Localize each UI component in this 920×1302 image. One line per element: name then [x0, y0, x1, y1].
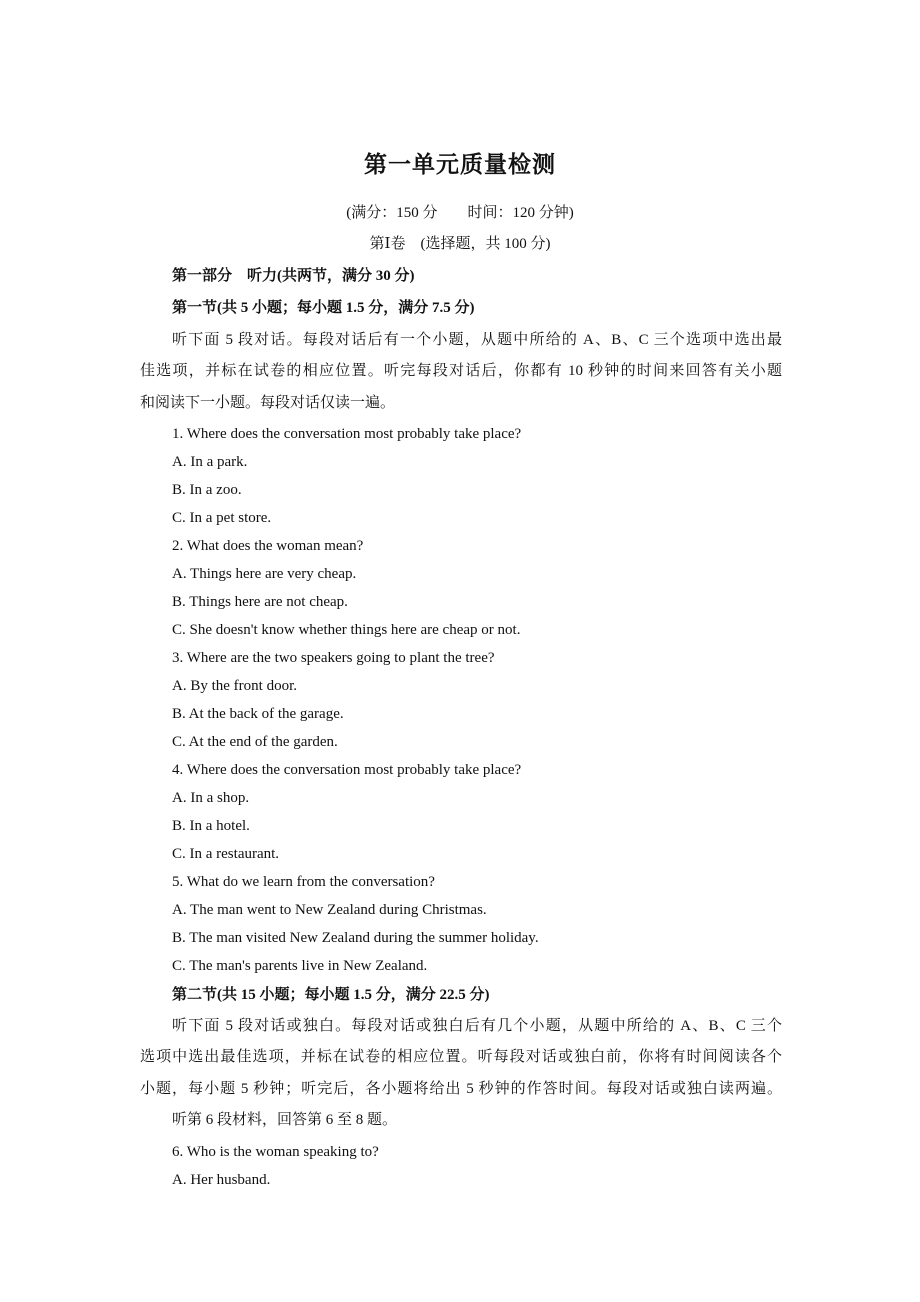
answer-option: B. The man visited New Zealand during the summer holiday.	[172, 930, 539, 946]
section2-instructions-line: 听下面 5 段对话或独白。每段对话或独白后有几个小题，从题中所给的 A、B、C 三个	[172, 1018, 782, 1034]
answer-option: A. By the front door.	[172, 678, 297, 694]
page-title: 第一单元质量检测	[364, 152, 556, 178]
question-stem: 6. Who is the woman speaking to?	[172, 1144, 379, 1160]
answer-option: B. Things here are not cheap.	[172, 594, 348, 610]
section1-heading: 第一节(共 5 小题；每小题 1.5 分，满分 7.5 分)	[172, 300, 475, 316]
question-stem: 5. What do we learn from the conversation?	[172, 874, 435, 890]
answer-option: A. Her husband.	[172, 1172, 271, 1188]
answer-option: C. In a restaurant.	[172, 846, 280, 862]
section2-instructions-line: 选项中选出最佳选项，并标在试卷的相应位置。听每段对话或独白前，你将有时间阅读各个	[140, 1049, 782, 1065]
question-stem: 2. What does the woman mean?	[172, 538, 364, 554]
question-stem: 1. Where does the conversation most probably take place?	[172, 426, 522, 442]
exam-meta	[0, 203, 920, 223]
meta-time: 时间：120 分钟)	[467, 205, 574, 221]
material-note: 听第 6 段材料，回答第 6 至 8 题。	[172, 1112, 398, 1128]
question-stem: 3. Where are the two speakers going to plant the tree?	[172, 650, 495, 666]
volume-heading: 第Ⅰ卷 (选择题，共 100 分)	[369, 236, 551, 252]
answer-option: B. In a hotel.	[172, 818, 250, 834]
answer-option: A. Things here are very cheap.	[172, 566, 357, 582]
meta-score: (满分：150 分	[346, 205, 438, 221]
section1-instructions-line: 佳选项，并标在试卷的相应位置。听完每段对话后，你都有 10 秒钟的时间来回答有关小题	[140, 363, 782, 379]
answer-option: A. In a park.	[172, 454, 248, 470]
section2-heading: 第二节(共 15 小题；每小题 1.5 分，满分 22.5 分)	[172, 987, 490, 1003]
answer-option: C. At the end of the garden.	[172, 734, 338, 750]
answer-option: B. In a zoo.	[172, 482, 242, 498]
part1-heading: 第一部分 听力(共两节，满分 30 分)	[172, 268, 415, 284]
answer-option: B. At the back of the garage.	[172, 706, 344, 722]
question-stem: 4. Where does the conversation most probably take place?	[172, 762, 522, 778]
answer-option: A. In a shop.	[172, 790, 250, 806]
answer-option: A. The man went to New Zealand during Christmas.	[172, 902, 487, 918]
section1-instructions-line: 和阅读下一小题。每段对话仅读一遍。	[140, 395, 396, 411]
answer-option: C. She doesn't know whether things here are cheap or not.	[172, 622, 521, 638]
section1-instructions-line: 听下面 5 段对话。每段对话后有一个小题，从题中所给的 A、B、C 三个选项中选出最	[172, 332, 782, 348]
answer-option: C. The man's parents live in New Zealand.	[172, 958, 428, 974]
answer-option: C. In a pet store.	[172, 510, 272, 526]
section2-instructions-line: 小题，每小题 5 秒钟；听完后，各小题将给出 5 秒钟的作答时间。每段对话或独白读两遍。	[140, 1081, 782, 1097]
